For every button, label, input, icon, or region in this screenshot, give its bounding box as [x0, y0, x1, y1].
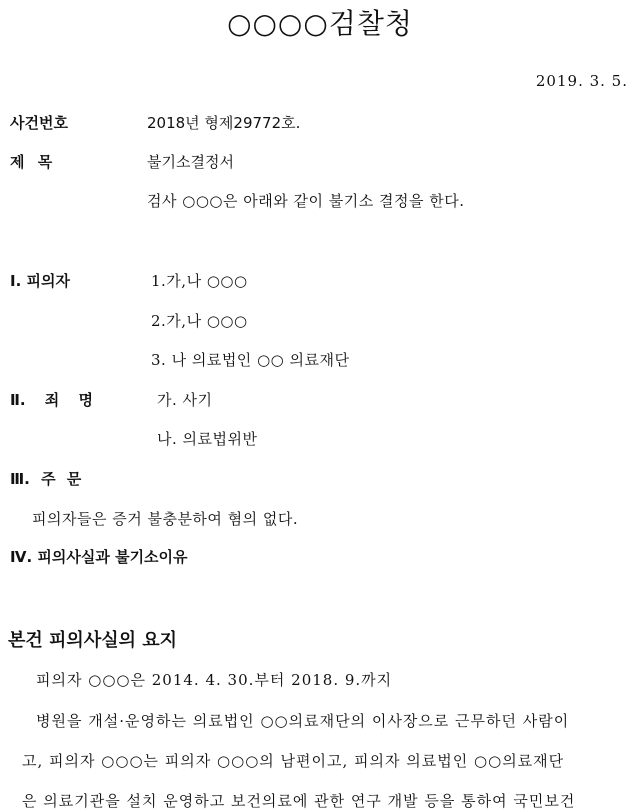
document-title: ○○○○검찰청 [227, 7, 413, 40]
case-number-label: 사건번호 [10, 114, 68, 132]
summary-line: 은 의료기관을 설치 운영하고 보건의료에 관한 연구 개발 등을 통하여 국민보건 [22, 792, 576, 810]
charges-label: Ⅱ. 죄 명 [10, 391, 94, 409]
intro-text: 검사 ○○○은 아래와 같이 불기소 결정을 한다. [147, 192, 465, 210]
subject-label: 제 목 [10, 153, 53, 171]
charge-item: 나. 의료법위반 [157, 430, 258, 448]
case-number-value: 2018년 형제29772호. [147, 114, 301, 132]
facts-label: Ⅳ. 피의사실과 불기소이유 [10, 548, 188, 566]
suspect-item: 2.가,나 ○○○ [151, 312, 248, 330]
charge-item: 가. 사기 [157, 391, 213, 409]
subject-value: 불기소결정서 [147, 153, 234, 171]
disposition-label: Ⅲ. 주 문 [10, 470, 82, 488]
document-date: 2019. 3. 5. [535, 72, 628, 90]
summary-line: 피의자 ○○○은 2014. 4. 30.부터 2018. 9.까지 [36, 671, 393, 689]
suspect-item: 3. 나 의료법인 ○○ 의료재단 [151, 351, 350, 369]
summary-line: 고, 피의자 ○○○는 피의자 ○○○의 남편이고, 피의자 의료법인 ○○의료재단 [22, 752, 565, 770]
summary-line: 병원을 개설·운영하는 의료법인 ○○의료재단의 이사장으로 근무하던 사람이 [36, 712, 570, 730]
suspect-item: 1.가,나 ○○○ [151, 272, 248, 290]
suspects-label: Ⅰ. 피의자 [10, 272, 70, 290]
summary-heading: 본건 피의사실의 요지 [8, 630, 178, 651]
disposition-text: 피의자들은 증거 불충분하여 혐의 없다. [32, 510, 299, 528]
